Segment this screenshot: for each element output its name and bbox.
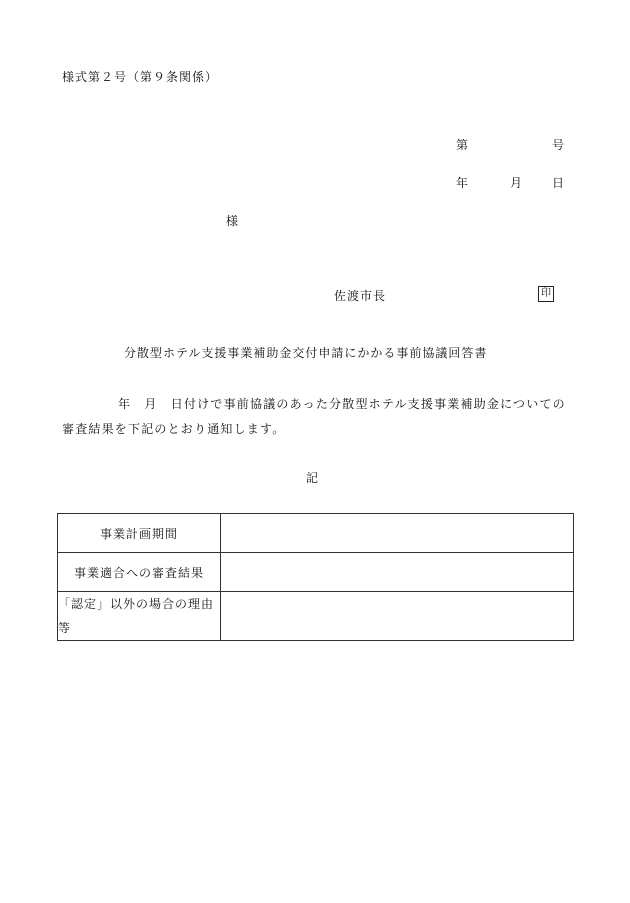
- document-title: 分散型ホテル支援事業補助金交付申請にかかる事前協議回答書: [124, 346, 488, 360]
- review-result-table: [57, 513, 574, 641]
- table-row: [58, 592, 574, 641]
- table-row: [58, 553, 574, 592]
- issuer-name: 佐渡市長: [334, 289, 387, 303]
- form-number: 様式第２号（第９条関係）: [62, 70, 219, 84]
- table-value-cell: [221, 553, 574, 592]
- table-value-cell: [221, 592, 574, 641]
- table-label-cell: 「認定」以外の場合の理由等: [58, 592, 221, 641]
- ki-heading: 記: [306, 471, 319, 485]
- document-number-suffix: 号: [552, 138, 565, 152]
- table-row: [58, 514, 574, 553]
- table-label-cell: 事業計画期間: [58, 514, 221, 553]
- body-paragraph: 年 月 日付けで事前協議のあった分散型ホテル支援事業補助金についての審査結果を下記のとおり通知します。: [62, 397, 566, 436]
- table-value-cell: [221, 514, 574, 553]
- date-year-label: 年: [456, 176, 469, 190]
- table-label-cell: 事業適合への審査結果: [58, 553, 221, 592]
- addressee-honorific: 様: [226, 214, 239, 228]
- date-month-label: 月: [510, 176, 523, 190]
- seal-mark: 印: [538, 286, 554, 302]
- document-number-label: 第: [456, 138, 469, 152]
- date-day-label: 日: [552, 176, 565, 190]
